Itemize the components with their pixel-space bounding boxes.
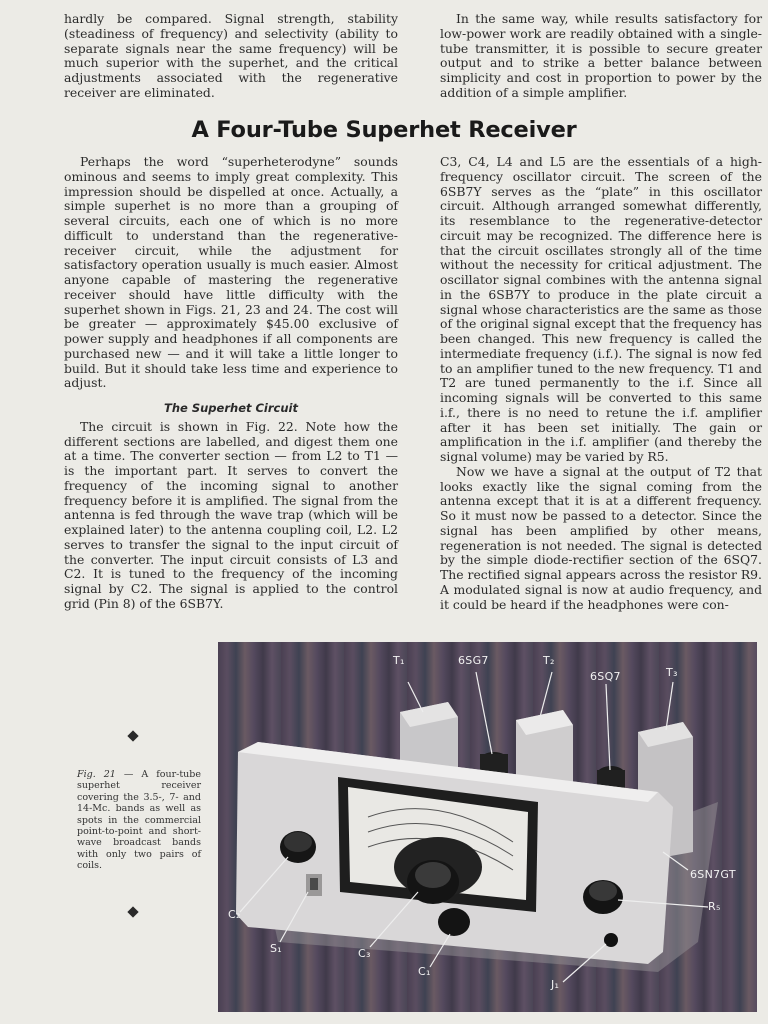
caption-text: — A four-tube superhet receiver covering the 3.5-, 7- and 14-Mc. bands as well as spots in the commercial point-to-point and short-wave broadcast bands with only two pairs of coils.	[77, 769, 201, 872]
left-column	[64, 155, 398, 612]
receiver-illustration	[218, 642, 757, 1012]
label-t2: T₂	[543, 654, 555, 667]
label-s1: S₁	[270, 942, 282, 955]
section-heading: The Superhet Circuit	[164, 401, 298, 415]
label-j1: J₁	[551, 978, 560, 991]
label-c3: C₃	[358, 947, 371, 960]
paragraph: The circuit is shown in Fig. 22. Note how the different sections are labelled, and digest them one at a time. The converter section — from L2 to T1 — is the important part. It serves to convert the frequency of the incoming signal to another frequency before it is amplified. The signal from the antenna is fed through the wave trap (which will be explained later) to the antenna coupling coil, L2. L2 serves to transfer the signal to the input circuit of the converter. The input circuit consists of L3 and C2. It is tuned to the frequency of the incoming signal by C2. The signal is applied to the control grid (Pin 8) of the 6SB7Y.	[64, 418, 398, 611]
paragraph: In the same way, while results satisfactory for low-power work are readily obtained with a single-tube transmitter, it is possible to secure greater output and to strike a better balance between simplicity and cost in proportion to power by the addition of a simple amplifier.	[440, 11, 762, 100]
top-right-text	[440, 12, 762, 101]
label-c1: C₁	[418, 965, 431, 978]
diamond-ornament	[127, 906, 138, 917]
label-t1: T₁	[393, 654, 405, 667]
top-left-text	[64, 12, 398, 101]
label-6sg7: 6SG7	[458, 654, 489, 667]
receiver-photograph	[218, 642, 757, 1012]
caption-label: Fig. 21	[77, 769, 116, 780]
label-t3: T₃	[666, 666, 678, 679]
paragraph: Now we have a signal at the output of T2 that looks exactly like the signal coming from the antenna except that it is at a different frequency. So it must now be passed to a detector. Since the signal has been amplified by other means, regeneration is not needed. The signal is detected by the simple diode-rectifier section of the 6SQ7. The rectified signal appears across the resistor R9. A modulated signal is now at audio frequency, and it could be heard if the headphones were con-	[440, 463, 762, 612]
label-6sq7: 6SQ7	[590, 670, 621, 683]
figure-caption	[77, 769, 201, 872]
diamond-ornament	[127, 730, 138, 741]
paragraph: C3, C4, L4 and L5 are the essentials of a high-frequency oscillator circuit. The screen of the 6SB7Y serves as the “plate” in this oscillator circuit. Although arranged somewhat differently, its resemblance to the regenerative-detector circuit may be recognized. The difference here is that the circuit oscillates strongly all of the time without the necessity for critical adjustment. The oscillator signal combines with the antenna signal in the 6SB7Y to produce in the plate circuit a signal whose characteristics are the same as those of the original signal except that the frequency has been changed. This new frequency is called the intermediate frequency (i.f.). The signal is now fed to an amplifier tuned to the new frequency. T1 and T2 are tuned permanently to the i.f. Since all incoming signals will be converted to this same i.f., there is no need to retune the i.f. amplifier after it has been set initially. The gain or amplification in the i.f. amplifier (and thereby the signal volume) may be varied by R5.	[440, 154, 762, 464]
label-r5: R₅	[708, 900, 721, 913]
right-column	[440, 155, 762, 612]
paragraph: hardly be compared. Signal strength, stability (steadiness of frequency) and selectivity (ability to separate signals near the same frequency) will be much superior with the superhet, and the critical adjustments associated with the regenerative receiver are eliminated.	[64, 11, 398, 100]
article-title: A Four-Tube Superhet Receiver	[191, 117, 577, 143]
paragraph: Perhaps the word “superheterodyne” sounds ominous and seems to imply great complexity. This impression should be dispelled at once. Actually, a simple superhet is no more than a grouping of several circuits, each one of which is no more difficult to understand than the regenerative-receiver circuit, while the adjustment for satisfactory operation usually is much easier. Almost anyone capable of mastering the regenerative receiver should have little difficulty with the superhet shown in Figs. 21, 23 and 24. The cost will be greater — approximately $45.00 exclusive of power supply and headphones if all components are purchased new — and it will take a little longer to build. But it should take less time and experience to adjust.	[64, 154, 398, 391]
label-c2: C₂	[228, 908, 241, 921]
label-6sn7gt: 6SN7GT	[690, 868, 736, 881]
